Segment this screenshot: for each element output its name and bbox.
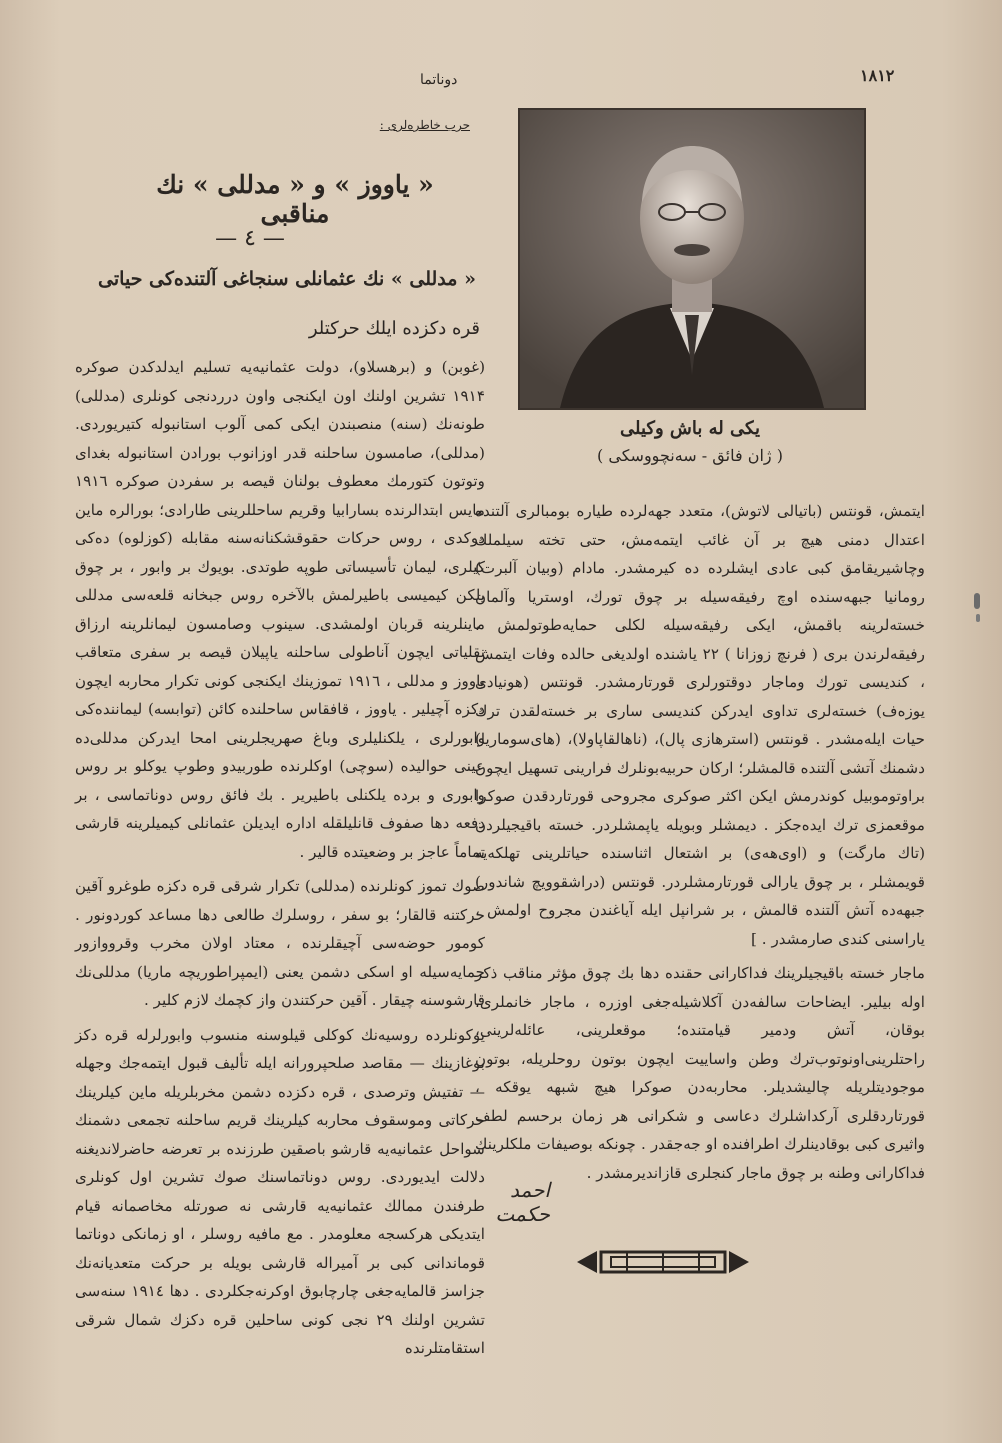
- page-number: ۱۸۱۲: [860, 66, 895, 85]
- ornament-divider: [575, 1247, 751, 1281]
- portrait-illustration: [520, 110, 864, 408]
- article-subtitle: « مدللی » نك عثمانلی سنجاغی آلتنده‌كی حیاتی: [98, 268, 476, 290]
- right-paragraph: ایتمش، قونتس (باتیالی لاتوش)، متعدد جهه‌لرده طیاره بومبالری آلتنده اعتدال دمنی هیچ بر آن غائب ایتمه‌مش، حتی تخته سیلملك وچاشیریقامق كبی عادی ایشلرده ده كیرمشدر. مادام (وبیان آلبرت) رومانیا جبهه‌سنده اوچ رفیقه‌سیله بر چوق تورك، اوستریا وآلمان خسته‌لرینه باقمش، ایكی رفیقه‌سیله لكلی حمایه‌طوتولمش ، رفیقه‌لرندن بری ( فرنچ زوزانا ) ۲۲ یاشنده اولدیغی حالده وفات ایتمش ، كندیسی تورك وماجار دوقتورلری قورتارمشدر. قونتس (هونیادی یوزه‌ف) خسته‌لری تداوی ایدركن كندیسی ساری بر خسته‌لقدن ترك حیات ایله‌مشدر . قونتس (استرهازی پال)، (ناهالقاپاولا)، (های‌سوماریا) دشمنك آتشی آلتنده قالمشلر؛ اركان حربیه‌بونلرك فرارینی تسهیل ایچون براوتوموبیل كوندرمش ایكن اكثر صوكری مجروحی قورتاردقدن صوكرا موقعمزی ترك ایده‌جكز . دیمشلر وبویله یاپمشلردر. خسته باقیجیلردن (تاك مارگت) و (اوی‌هه‌ی) بر اشتعال اثناسنده حیاتلرینی تهلكه‌یه قویمشلر ، بر چوق یارالی قورتارمشلردر. قونتس (دراشقوویچ شاندور) جبهه‌ده آتش آلتنده قالمش ، بر شرانپل ایله آیاغندن مجروح اولمش ، یاراسنی كندی صارمشدر . ]: [475, 502, 925, 948]
- right-paragraph: ماجار خسته باقیجیلرینك فداكارانی حقنده دها بك چوق مؤثر مناقب ذكر اوله بیلیر. ایضاحات سالفه‌دن آكلاشیله‌جغی اوزره ، ماجار خانملری، بوقان، آتش ودمیر قیامتنده؛ موقعلرینی، عائله‌لرینی، راحتلرینی‌اونوتوب‌ترك وطن واساییت ایچون بوتون روحلریله، بوتون موجودیتلریله چالیشدیلر. محاربه‌دن صوكرا هیچ شبهه یوقكه ، قورتاردقلری آركداشلرك دعاسی و شكرانی هر زمان برحسم لطف واثیری كبی بوقادینلرك اطرافنده او جه‌جقدر . چونكه بوصیفات ملكلرینك فداكارانی وطنه بر چوق ماجار كنجلری قازاندیرمشدر .: [475, 964, 925, 1182]
- portrait-photo: [518, 108, 866, 410]
- article-title: « یاووز » و « مدللی » نك مناقبی: [156, 170, 434, 228]
- section-heading: قره دكزده ایلك حركتلر: [308, 318, 480, 339]
- ornament-icon: [575, 1247, 751, 1277]
- photo-caption-name: ( ژان فائق - سه‌نچووسكی ): [597, 446, 783, 465]
- binding-hole: [976, 614, 980, 622]
- photo-caption-title: یكی له باش وكیلی: [619, 418, 760, 439]
- binding-hole: [974, 593, 980, 609]
- article-kicker: حرب خاطره‌لری :: [379, 118, 470, 132]
- left-paragraph: (غوبن) و (برهسلاو)، دولت عثمانیه‌یه تسلیم ایدلدكدن صوكره ۱۹۱۴ تشرین اولنك اون ایكنجی واون درردنجی كونلری (مدللی) طونه‌نك (سنه) منصبندن ایكی كمی آلوب استانبوله كتیریوردی. (مدللی)، صامسون ساحلنه قدر اوزانوب بورادن استانبوله بغدای وتوتون كتورمك معطوف بولنان قیصه بر سفردن صوكره ۱۹۱٦ مایس ابتدالرنده بسارابیا وقریم ساحللرینی طارادی؛ بورالره ماین دوكدی ، روس حركات حقوقشكنانه‌سنه مقابله (كوزلوه) ده‌كی كیلری، لیمان تأسیساتی طوپه طوتدی. بویوك بر وابور ، بر چوق یلكن كیمیسی باطیرلمش بالآخره روس جبخانه قلعه‌سی مدللی ماینلرینه قربان اولمشدی. سینوب وصامسون لیمانلرینه ارزاق نقلیاتی ایچون آناطولی ساحلنه یاپیلان قیصه بر سفری متعاقب یاووز و مدللی ، ۱۹۱٦ تموزینك ایكنجی كونی تكرار محاربه ایچون دكزه آچیلیر . یاووز ، قافقاس ساحلنده كائن (توابسه) لیماننده‌كی وابورلری ، یلكنلیلری وباغ صهریجلرینی امحا ایدركن مدللی‌ده عینی حوالیده (سوچی) اوكلرنده طوربیدو وطوپ یوكلو بر روس وابوری و برده یلكنلی باطیریر . بك فائق روس دوناتماسی ، بر دفعه دها صفوف قانلیلقله اداره ایدیلن عثمانلی كیمیلرینه قارشی تماماً عاجز بر وضعیتده قالیر .: [75, 358, 486, 861]
- left-column-text: [75, 353, 485, 1369]
- right-column-text: [475, 497, 925, 1193]
- left-paragraph: صوك تموز كونلرنده (مدللی) تكرار شرقی قره دكزه طوغرو آقین حركتنه قالقار؛ بو سفر ، روسلرك طالعی دها مساعد كوردونور . كومور حوضه‌سی آچیقلرنده ، معتاد اولان مخرب وقرووازور حمایه‌سیله او اسكی دشمن یعنی (ایمپراطوریچه ماریا) مدللی‌نك قارشوسنه چیقار . آقین حركتندن واز كچمك لازم كلیر .: [75, 877, 485, 1009]
- left-paragraph: یوكونلرده روسیه‌نك كوكلی قیلوسنه منسوب وابورلرله قره دكز بوغازینك — مقاصد صلحپرورانه ایله تألیف قبول ایتمه‌جك وجهله — تفتیش وترصدی ، قره دكزده دشمن مخربلریله ماین كیلرینك حركاتی وموسقوف محاربه كیلرینك قریم ساحلنه تجمعی دشمنك سواحل عثمانیه‌یه قارشو باصقین طرزنده بر تعرضه حاضرلاندیغنه دلالت ایدیوردی. روس دوناتماسنك صوك تشرین اول كونلری طرفندن ممالك عثمانیه‌یه قارشی نه صورتله مخاصمانه قیام ایتدیكی هركسجه معلومدر . مع مافیه روسلر ، او زمانكی دوناتما قوماندانی كبی بر آمیراله قارشی بویله بر حركت متعدیانه‌نك جزاسز قالمایه‌جغی چارچابوق اوكرنه‌جكلردی . دها ۱۹۱٤ سنه‌سی تشرین اولنك ۲۹ نجی كونی ساحلین قره دكزك شمال شرقی استقامتلرنده: [75, 1025, 485, 1357]
- article-part-number: — ٤ —: [215, 226, 285, 251]
- magazine-name: دوناتما: [420, 72, 458, 88]
- author-signature: احمد حكمت: [495, 1178, 550, 1226]
